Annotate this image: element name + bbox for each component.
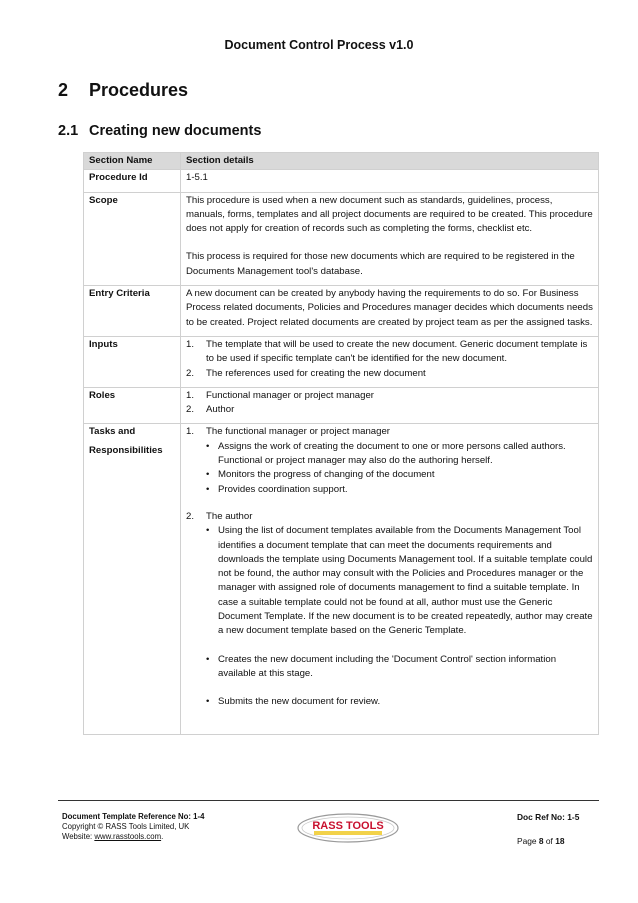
details-tasks-responsibilities	[181, 424, 599, 734]
col-header-section-details: Section details	[181, 153, 599, 170]
row-scope	[84, 192, 599, 285]
label-inputs: Inputs	[84, 336, 181, 387]
page-number: Page 8 of 18	[517, 836, 565, 846]
page-header-title: Document Control Process v1.0	[224, 38, 414, 52]
label-scope: Scope	[84, 192, 181, 285]
roles-list	[186, 389, 593, 418]
footer-divider	[58, 800, 599, 801]
heading-text: Procedures	[89, 80, 189, 100]
row-tasks-responsibilities	[84, 424, 599, 734]
list-item: 2. The author • Using the list of document templates available from the Documents Management Tool identifies a document template that can meet the documents requirements and downloads the template using Documents Management tool. If a suitable template could not be found, the author may consult with the Policies and Procedures manager or the manager with assigned role of documents management to find a suitable template. In case a suitable template could not be found at all, author must use the Generic Document Template. If the new document is to be created repeatedly, author may create a new document template based on the Generic Template. • Creates the new document including the 'Document Control' section information available at this stage. • Submits the new document for review.	[186, 510, 593, 710]
bullet-list	[186, 524, 593, 709]
footer-right	[517, 812, 579, 847]
tasks-list	[186, 425, 593, 709]
website-link[interactable]: www.rasstools.com	[94, 832, 162, 841]
label-roles: Roles	[84, 387, 181, 424]
list-item: 1. Functional manager or project manager	[186, 389, 374, 401]
row-procedure-id	[84, 170, 599, 192]
row-inputs	[84, 336, 599, 387]
doc-ref: Doc Ref No: 1-5	[517, 812, 580, 822]
bullet-item: • Using the list of document templates available from the Documents Management Tool identifies a document template that can meet the documents requirements and downloads the template using Documents Management tool. If a suitable template could not be found, the author may consult with the Policies and Procedures manager or the manager with assigned role of documents management to find a suitable template. In case a suitable template could not be found at all, author must use the Generic Document Template. If the new document is to be created repeatedly, author may create a new document template based on the Generic Template.	[218, 524, 593, 638]
details-entry-criteria: A new document can be created by anybody having the requirements to do so. For Business Process related documents, Policies and Procedures manager decides which documents needs to be created. Project related documents are created by project team as per the assigned tasks.	[181, 286, 599, 337]
bullet-item: • Assigns the work of creating the document to one or more persons called authors. Functional or project manager may also do the authoring herself.	[218, 440, 593, 469]
list-item: 2. Author	[186, 404, 235, 416]
bullet-item: • Provides coordination support.	[218, 483, 593, 497]
bullet-item: • Monitors the progress of changing of the document	[218, 468, 593, 482]
col-header-section-name: Section Name	[84, 153, 181, 170]
label-procedure-id: Procedure Id	[84, 170, 181, 192]
bullet-list	[186, 440, 593, 497]
details-roles	[181, 387, 599, 424]
footer-left: Document Template Reference No: 1-4 Copyright © RASS Tools Limited, UK Website: www.rasstools.com.	[62, 812, 205, 841]
heading-procedures	[58, 80, 188, 101]
heading-creating-new-documents	[58, 123, 261, 139]
bullet-item: • Submits the new document for review.	[218, 695, 593, 709]
list-item: 1. The template that will be used to create the new document. Generic document template is to be used if specific template can't be identified for the new document.	[186, 338, 588, 365]
row-roles	[84, 387, 599, 424]
label-tasks-responsibilities: Tasks and Responsibilities	[84, 424, 181, 734]
subheading-text: Creating new documents	[89, 123, 262, 139]
scope-paragraph-1: This procedure is used when a new document such as standards, guidelines, process, manuals, forms, templates and all project documents are required to be created. This procedure does not apply for creation of records such as completing the forms, checklist etc.	[186, 194, 593, 235]
rass-tools-logo	[296, 812, 400, 844]
label-entry-criteria: Entry Criteria	[84, 286, 181, 337]
logo-text: RASS TOOLS	[312, 820, 384, 832]
template-reference: Document Template Reference No: 1-4	[62, 812, 205, 821]
list-item: 1. The functional manager or project manager • Assigns the work of creating the document to one or more persons called authors. Functional or project manager may also do the authoring herself. • Monitors the progress of changing of the document • Provides coordination support.	[186, 425, 593, 496]
bullet-item: • Creates the new document including the 'Document Control' section information available at this stage.	[218, 653, 593, 682]
list-item: 2. The references used for creating the new document	[186, 367, 426, 379]
value-procedure-id: 1-5.1	[181, 170, 599, 192]
row-entry-criteria	[84, 286, 599, 337]
details-scope	[181, 192, 599, 285]
heading-number: 2	[58, 80, 69, 100]
inputs-list	[186, 338, 593, 381]
details-inputs	[181, 336, 599, 387]
table-header-row	[84, 153, 599, 170]
scope-paragraph-2: This process is required for those new documents which are required to be registered in the Documents Management tool's database.	[186, 251, 575, 277]
copyright: Copyright © RASS Tools Limited, UK	[62, 822, 190, 831]
procedure-table	[83, 152, 599, 735]
subheading-number: 2.1	[58, 123, 79, 139]
